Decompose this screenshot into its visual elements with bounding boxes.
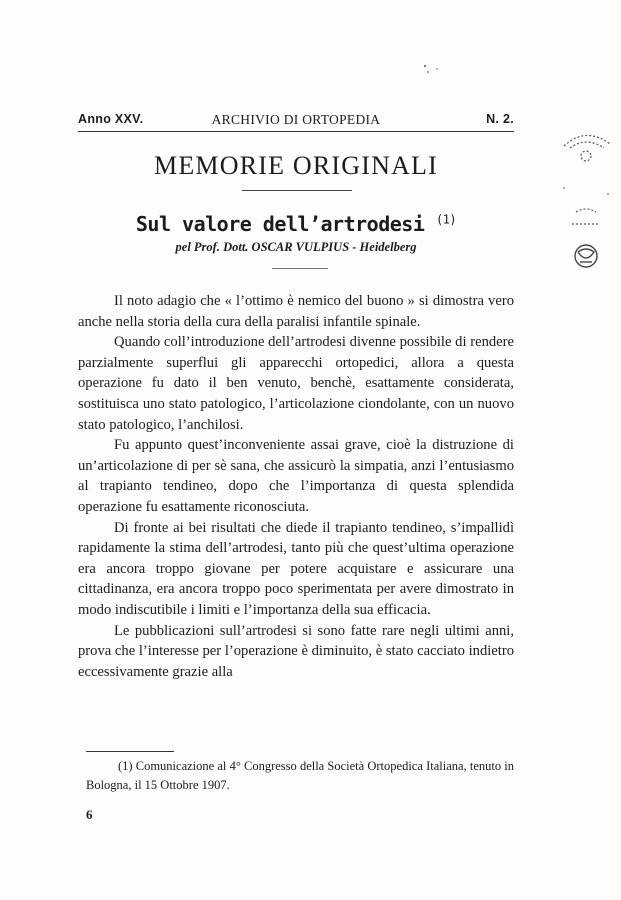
paragraph: Quando coll’introduzione dell’artrodesi divenne possibile di rendere parzialmente superflui gli apparecchi ortopedici, allora a questa operazione fu dato il ben venuto, benchè, esattamente considerata, sostituisca uno stato patologico, l’articolazione ciondolante, con un nuovo stato patologico, l’anchilosi. — [78, 334, 514, 433]
footnote: (1) Comunicazione al 4° Congresso della Società Ortopedica Italiana, tenuto in Bologna, il 15 Ottobre 1907. — [86, 759, 514, 792]
author-line: pel Prof. Dott. OSCAR VULPIUS - Heidelberg — [175, 240, 417, 254]
volume-label: Anno XXV. — [78, 112, 144, 126]
author-rule — [272, 268, 328, 269]
running-head — [78, 112, 514, 130]
header-rule — [78, 131, 514, 132]
paragraph: Fu appunto quest’inconveniente assai grave, cioè la distruzione di un’articolazione di per sè sana, che assicurò la simpatia, anzi l’entusiasmo al trapianto tendineo, dopo che l’importanza di questa splendida operazione fu esattamente riconosciuta. — [78, 437, 514, 515]
article-title-text: Sul valore dell’artrodesi — [135, 212, 425, 236]
section-title: MEMORIE ORIGINALI — [154, 151, 438, 180]
paragraph: Il noto adagio che « l’ottimo è nemico del buono » si dimostra vero anche nella storia della cura della paralisi infantile spinale. — [78, 293, 514, 330]
issue-number: N. 2. — [486, 112, 514, 126]
ink-specks — [415, 60, 445, 80]
journal-title: ARCHIVIO DI ORTOPEDIA — [211, 112, 381, 127]
article-title — [78, 212, 514, 236]
footnote-reference: (1) — [435, 212, 457, 227]
paragraph: Di fronte ai bei risultati che diede il trapianto tendineo, s’impallidì rapidamente la stima dell’artrodesi, tanto più che quest’ultima operazione era ancora troppo giovane per potere acquistare e assicurare una cittadinanza, era ancora troppo poco sperimentata per avere dimostrato in modo indiscutibile i limiti e l’importanza della sua efficacia. — [78, 519, 514, 618]
section-rule — [242, 190, 352, 191]
page-number: 6 — [86, 807, 93, 822]
footnote-rule — [86, 751, 174, 752]
body-text — [78, 291, 514, 682]
library-stamp-icon — [556, 124, 616, 284]
paragraph: Le pubblicazioni sull’artrodesi si sono fatte rare negli ultimi anni, prova che l’interesse per l’operazione è diminuito, è stato cacciato indietro eccessivamente grazie alla — [78, 622, 514, 680]
